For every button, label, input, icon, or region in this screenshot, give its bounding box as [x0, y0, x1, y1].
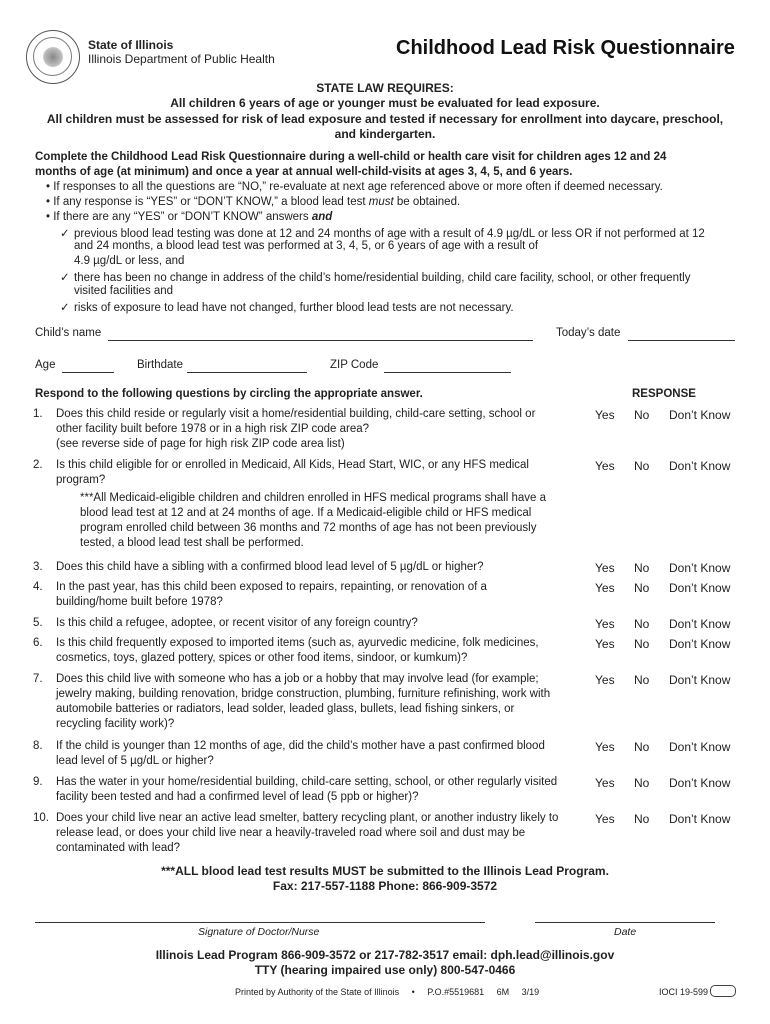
- question-number: 9.: [33, 776, 43, 788]
- signature-line[interactable]: [35, 922, 485, 923]
- printer-logo-icon: [710, 985, 736, 997]
- age-label: Age: [35, 359, 56, 371]
- medicaid-note-line: blood lead test at 12 and at 24 months of age. If a Medicaid-eligible child or HFS medical: [80, 507, 532, 519]
- question-number: 4.: [33, 581, 43, 593]
- checkmark-icon: ✓: [60, 272, 70, 284]
- question-text: facility been tested and had a confirmed level of lead (5 ppb or higher)?: [56, 791, 419, 803]
- question-number: 1.: [33, 408, 43, 420]
- printed-by: Printed by Authority of the State of Illinois • P.O.#5519681 6M 3/19: [235, 987, 540, 997]
- submit-notice-1: ***ALL blood lead test results MUST be submitted to the Illinois Lead Program.: [161, 864, 609, 878]
- answer-no[interactable]: No: [634, 673, 650, 687]
- signature-label: Signature of Doctor/Nurse: [198, 926, 320, 938]
- answer-no[interactable]: No: [634, 459, 650, 473]
- question-text: release lead, or does your child live near a heavily-traveled road where soil and dust may be: [56, 827, 526, 839]
- answer-dont-know[interactable]: Don’t Know: [669, 459, 731, 473]
- answer-yes[interactable]: Yes: [595, 776, 615, 790]
- question-number: 6.: [33, 637, 43, 649]
- form-id: IOCI 19-599: [659, 987, 709, 997]
- date-line[interactable]: [535, 922, 715, 923]
- answer-no[interactable]: No: [634, 776, 650, 790]
- answer-dont-know[interactable]: Don’t Know: [669, 617, 731, 631]
- answer-no[interactable]: No: [634, 740, 650, 754]
- law-heading: STATE LAW REQUIRES:: [316, 81, 454, 95]
- department-name: Illinois Department of Public Health: [88, 52, 275, 66]
- answer-dont-know[interactable]: Don’t Know: [669, 408, 731, 422]
- birthdate-field[interactable]: [187, 361, 307, 373]
- question-text: jewelry making, building renovation, bridge construction, plumbing, furniture refinishing, work with: [56, 688, 551, 700]
- answer-yes[interactable]: Yes: [595, 561, 615, 575]
- zip-field[interactable]: [384, 361, 511, 373]
- question-text: other facility built before 1978 or in a high risk ZIP code area?: [56, 423, 370, 435]
- question-text: Does your child live near an active lead smelter, battery recycling plant, or another industry likely to: [56, 812, 559, 824]
- check-1-line-3: 4.9 µg/dL or less, and: [74, 255, 185, 267]
- question-text: Does this child have a sibling with a confirmed blood lead level of 5 µg/dL or higher?: [56, 561, 484, 573]
- instructions-intro-1: Complete the Childhood Lead Risk Questionnaire during a well-child or health care visit for children ages 12 and 24: [35, 151, 667, 163]
- answer-yes[interactable]: Yes: [595, 812, 615, 826]
- check-1-line-1: previous blood lead testing was done at 12 and 24 months of age with a result of 4.9 µg/dL or less OR if not performed at 12: [74, 228, 705, 240]
- answer-no[interactable]: No: [634, 812, 650, 826]
- bullet-3: • If there are any “YES” or “DON’T KNOW” answers and: [46, 211, 333, 223]
- checkmark-icon: ✓: [60, 228, 70, 240]
- answer-no[interactable]: No: [634, 637, 650, 651]
- bullet-2-text: If any response is “YES” or “DON’T KNOW,” a blood lead test: [53, 196, 369, 208]
- page-title: Childhood Lead Risk Questionnaire: [396, 37, 735, 59]
- check-item-2: [60, 270, 690, 284]
- contact-line-2: TTY (hearing impaired use only) 800-547-0466: [254, 963, 516, 977]
- state-seal-icon: [26, 30, 80, 84]
- question-text: automobile batteries or radiators, lead solder, leaded glass, bullets, lead fishing sinkers, or: [56, 703, 515, 715]
- check-2-line-2: visited facilities and: [74, 285, 174, 297]
- bullet-2-emphasis: must: [368, 196, 394, 208]
- answer-no[interactable]: No: [634, 561, 650, 575]
- bullet-3-emphasis: and: [311, 211, 333, 223]
- zip-label: ZIP Code: [330, 359, 379, 371]
- answer-dont-know[interactable]: Don’t Know: [669, 637, 731, 651]
- law-line-1: All children 6 years of age or younger must be evaluated for lead exposure.: [170, 96, 600, 110]
- today-date-field[interactable]: [628, 329, 735, 341]
- answer-yes[interactable]: Yes: [595, 673, 615, 687]
- answer-yes[interactable]: Yes: [595, 459, 615, 473]
- question-text: Has the water in your home/residential building, child-care setting, school, or other regularly visited: [56, 776, 558, 788]
- answer-yes[interactable]: Yes: [595, 617, 615, 631]
- answer-dont-know[interactable]: Don’t Know: [669, 673, 731, 687]
- question-text: cosmetics, toys, glazed pottery, spices or other food items, sindoor, or kumkum)?: [56, 652, 468, 664]
- law-line-2: All children must be assessed for risk of lead exposure and tested if necessary for enrollment into daycare, preschool,: [46, 112, 724, 126]
- answer-yes[interactable]: Yes: [595, 637, 615, 651]
- instructions-intro-2: months of age (at minimum) and once a year at annual well-child-visits at ages 3, 4, 5, and 6 years.: [35, 166, 573, 178]
- medicaid-note-line: program enrolled child between 36 months and 72 months of age has not been previously: [80, 522, 537, 534]
- questions-instruction: Respond to the following questions by circling the appropriate answer.: [35, 388, 423, 400]
- question-text: lead level of 5 µg/dL or higher?: [56, 755, 214, 767]
- bullet-1-text: If responses to all the questions are “NO,” re-evaluate at next age referenced above or more often if deemed necessary.: [53, 181, 663, 193]
- answer-yes[interactable]: Yes: [595, 581, 615, 595]
- question-text: Does this child reside or regularly visit a home/residential building, child-care setting, school or: [56, 408, 536, 420]
- birthdate-label: Birthdate: [137, 359, 184, 371]
- question-text: Is this child frequently exposed to imported items (such as, ayurvedic medicine, folk medicines,: [56, 637, 539, 649]
- response-heading: RESPONSE: [632, 388, 696, 400]
- question-text: contaminated with lead?: [56, 842, 181, 854]
- date-label: Date: [614, 926, 637, 938]
- checkmark-icon: ✓: [60, 302, 70, 314]
- question-text: In the past year, has this child been exposed to repairs, repainting, or renovation of a: [56, 581, 487, 593]
- question-number: 10.: [33, 812, 49, 824]
- question-text: Does this child live with someone who has a job or a hobby that may involve lead (for example;: [56, 673, 539, 685]
- question-text: Is this child eligible for or enrolled in Medicaid, All Kids, Head Start, WIC, or any HFS medical: [56, 459, 529, 471]
- check-item-3: [60, 300, 514, 314]
- bullet-3-text: If there are any “YES” or “DON’T KNOW” answers: [53, 211, 312, 223]
- child-name-field[interactable]: [108, 329, 533, 341]
- answer-no[interactable]: No: [634, 408, 650, 422]
- question-text: building/home built before 1978?: [56, 596, 223, 608]
- question-number: 5.: [33, 617, 43, 629]
- law-line-3: and kindergarten.: [334, 127, 436, 141]
- answer-yes[interactable]: Yes: [595, 740, 615, 754]
- answer-no[interactable]: No: [634, 581, 650, 595]
- question-number: 8.: [33, 740, 43, 752]
- check-item-1: [60, 226, 705, 240]
- agency-name: State of Illinois: [88, 38, 174, 52]
- bullet-1: • If responses to all the questions are “NO,” re-evaluate at next age referenced above or more often if deemed necessary.: [46, 181, 663, 193]
- question-text: program?: [56, 474, 106, 486]
- question-text: If the child is younger than 12 months of age, did the child’s mother have a past confirmed blood: [56, 740, 545, 752]
- today-date-label: Today’s date: [556, 327, 621, 339]
- question-text: recycling facility work)?: [56, 718, 175, 730]
- medicaid-note-line: tested, a blood lead test shall be performed.: [80, 537, 304, 549]
- answer-yes[interactable]: Yes: [595, 408, 615, 422]
- age-field[interactable]: [62, 361, 114, 373]
- bullet-2-text-end: be obtained.: [393, 196, 461, 208]
- check-1-line-2: and 24 months, a blood lead test was performed at 3, 4, 5, or 6 years of age with a result of: [74, 240, 539, 252]
- answer-dont-know[interactable]: Don’t Know: [669, 581, 731, 595]
- answer-dont-know[interactable]: Don’t Know: [669, 740, 731, 754]
- question-number: 7.: [33, 673, 43, 685]
- answer-dont-know[interactable]: Don’t Know: [669, 561, 731, 575]
- question-text: (see reverse side of page for high risk ZIP code area list): [56, 438, 345, 450]
- contact-line-1: Illinois Lead Program 866-909-3572 or 217-782-3517 email: dph.lead@illinois.gov: [155, 948, 615, 962]
- check-3-text: risks of exposure to lead have not changed, further blood lead tests are not necessary.: [74, 302, 514, 314]
- child-name-label: Child’s name: [35, 327, 102, 339]
- answer-no[interactable]: No: [634, 617, 650, 631]
- check-2-line-1: there has been no change in address of the child’s home/residential building, child care facility, school, or other frequently: [74, 272, 691, 284]
- answer-dont-know[interactable]: Don’t Know: [669, 812, 731, 826]
- answer-dont-know[interactable]: Don’t Know: [669, 776, 731, 790]
- question-number: 2.: [33, 459, 43, 471]
- medicaid-note-line: ***All Medicaid-eligible children and children enrolled in HFS medical programs shall have a: [80, 492, 546, 504]
- question-number: 3.: [33, 561, 43, 573]
- question-text: Is this child a refugee, adoptee, or recent visitor of any foreign country?: [56, 617, 418, 629]
- bullet-2: • If any response is “YES” or “DON’T KNOW,” a blood lead test must be obtained.: [46, 196, 461, 208]
- medicaid-note: [80, 491, 546, 551]
- submit-notice-2: Fax: 217-557-1188 Phone: 866-909-3572: [272, 879, 498, 893]
